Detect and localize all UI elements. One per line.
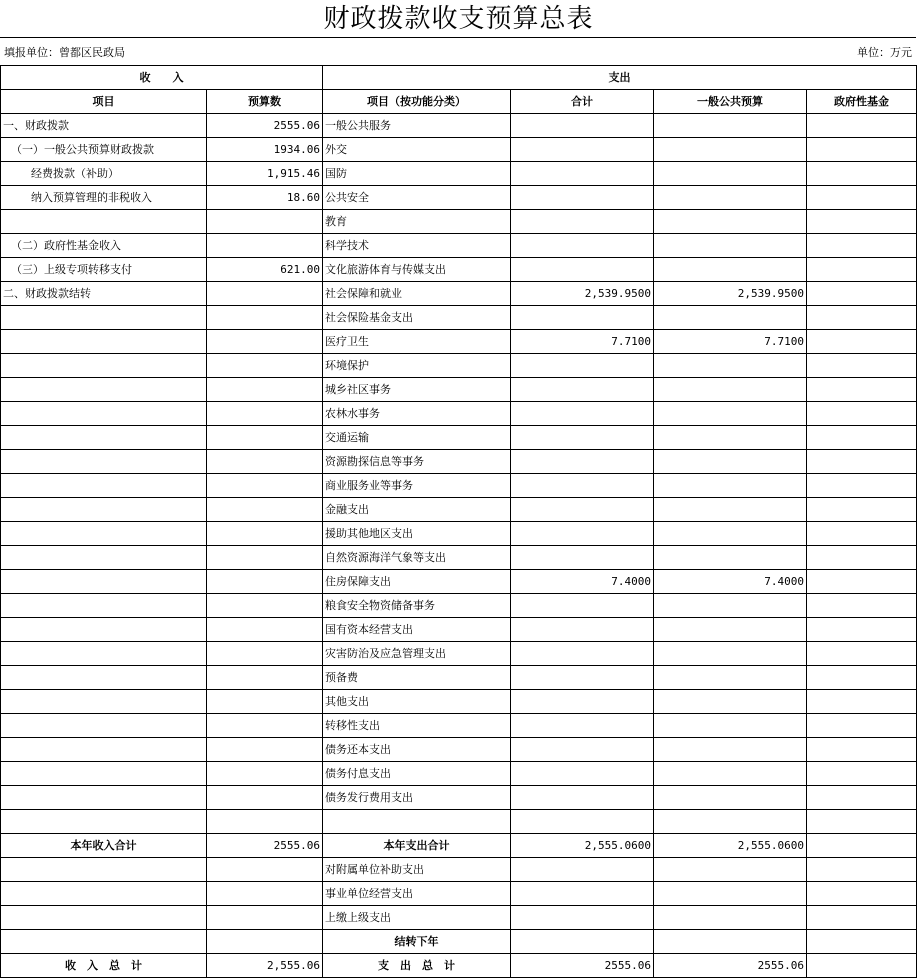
expense-item-cell: 债务还本支出 [323, 738, 511, 762]
table-row [1, 618, 917, 642]
expense-general-cell [654, 738, 807, 762]
expense-fund-cell [807, 258, 917, 282]
table-row [1, 186, 917, 210]
expense-general-cell: 2,539.9500 [654, 282, 807, 306]
expense-year-total-fund [807, 834, 917, 858]
income-item-cell [1, 426, 207, 450]
income-item-cell [1, 498, 207, 522]
expense-general-cell [654, 666, 807, 690]
expense-total-cell [511, 426, 654, 450]
expense-fund-cell [807, 882, 917, 906]
budget-table [0, 65, 917, 978]
col-budget-header: 预算数 [207, 90, 323, 114]
expense-total-cell [511, 786, 654, 810]
table-row [1, 162, 917, 186]
expense-item-cell: 预备费 [323, 666, 511, 690]
expense-item-cell: 农林水事务 [323, 402, 511, 426]
expense-general-cell [654, 546, 807, 570]
income-value-cell [207, 882, 323, 906]
income-item-cell: （二）政府性基金收入 [1, 234, 207, 258]
income-value-cell [207, 522, 323, 546]
filler-unit-label: 填报单位：曾都区民政局 [4, 46, 125, 59]
income-item-cell [1, 690, 207, 714]
expense-total-cell [511, 762, 654, 786]
expense-general-cell [654, 426, 807, 450]
expense-fund-cell [807, 690, 917, 714]
carry-forward-row [1, 930, 917, 954]
expense-fund-cell [807, 594, 917, 618]
table-row [1, 810, 917, 834]
expense-item-cell: 粮食安全物资储备事务 [323, 594, 511, 618]
expense-total-cell [511, 450, 654, 474]
expense-general-cell [654, 858, 807, 882]
expense-general-cell [654, 594, 807, 618]
expense-general-cell [654, 162, 807, 186]
income-item-cell [1, 618, 207, 642]
income-item-cell [1, 666, 207, 690]
expense-total-cell [511, 258, 654, 282]
income-value-cell: 2555.06 [207, 114, 323, 138]
expense-fund-cell [807, 546, 917, 570]
income-value-cell [207, 618, 323, 642]
expense-fund-cell [807, 330, 917, 354]
income-item-cell [1, 714, 207, 738]
expense-fund-cell [807, 234, 917, 258]
expense-general-cell [654, 498, 807, 522]
income-item-cell: 经费拨款（补助） [1, 162, 207, 186]
expense-fund-cell [807, 114, 917, 138]
expense-general-cell [654, 450, 807, 474]
income-value-cell: 1,915.46 [207, 162, 323, 186]
currency-unit-label: 单位：万元 [857, 46, 912, 59]
meta-row [0, 38, 916, 64]
income-item-cell [1, 786, 207, 810]
expense-general-cell [654, 618, 807, 642]
expense-fund-cell [807, 762, 917, 786]
income-item-cell [1, 474, 207, 498]
expense-total-cell [511, 546, 654, 570]
expense-item-cell: 资源勘探信息等事务 [323, 450, 511, 474]
expense-header: 支出 [323, 66, 917, 90]
income-value-cell [207, 378, 323, 402]
table-row [1, 546, 917, 570]
expense-fund-cell [807, 426, 917, 450]
table-row [1, 594, 917, 618]
income-item-cell [1, 810, 207, 834]
expense-item-cell: 公共安全 [323, 186, 511, 210]
section-header-row [1, 66, 917, 90]
expense-fund-cell [807, 714, 917, 738]
expense-fund-cell [807, 570, 917, 594]
table-row [1, 282, 917, 306]
income-value-cell: 621.00 [207, 258, 323, 282]
income-item-cell: （三）上级专项转移支付 [1, 258, 207, 282]
expense-item-cell: 文化旅游体育与传媒支出 [323, 258, 511, 282]
carry-forward-label: 结转下年 [323, 930, 511, 954]
expense-item-cell: 商业服务业等事务 [323, 474, 511, 498]
expense-total-cell [511, 930, 654, 954]
income-value-cell [207, 810, 323, 834]
income-value-cell [207, 714, 323, 738]
expense-item-cell: 自然资源海洋气象等支出 [323, 546, 511, 570]
grand-total-row [1, 954, 917, 978]
expense-general-cell [654, 882, 807, 906]
expense-general-cell [654, 906, 807, 930]
expense-item-cell: 医疗卫生 [323, 330, 511, 354]
expense-general-cell [654, 186, 807, 210]
table-row [1, 714, 917, 738]
expense-fund-cell [807, 402, 917, 426]
expense-general-cell: 7.4000 [654, 570, 807, 594]
income-item-cell [1, 522, 207, 546]
expense-total-cell [511, 690, 654, 714]
income-value-cell [207, 666, 323, 690]
table-row [1, 882, 917, 906]
income-value-cell [207, 402, 323, 426]
expense-general-cell [654, 690, 807, 714]
expense-total-cell [511, 378, 654, 402]
income-value-cell [207, 426, 323, 450]
expense-fund-cell [807, 810, 917, 834]
expense-total-cell: 7.4000 [511, 570, 654, 594]
expense-item-cell: 转移性支出 [323, 714, 511, 738]
expense-fund-cell [807, 666, 917, 690]
expense-total-cell [511, 474, 654, 498]
col-item-header: 项目 [1, 90, 207, 114]
income-item-cell [1, 858, 207, 882]
expense-fund-cell [807, 306, 917, 330]
expense-general-cell: 7.7100 [654, 330, 807, 354]
expense-item-cell: 社会保障和就业 [323, 282, 511, 306]
income-value-cell [207, 738, 323, 762]
expense-grand-total-label: 支 出 总 计 [323, 954, 511, 978]
page-title: 财政拨款收支预算总表 [323, 4, 594, 34]
expense-total-cell [511, 738, 654, 762]
col-general-header: 一般公共预算 [654, 90, 807, 114]
income-value-cell [207, 762, 323, 786]
table-row [1, 138, 917, 162]
income-item-cell [1, 330, 207, 354]
expense-total-cell [511, 642, 654, 666]
expense-total-cell [511, 594, 654, 618]
expense-general-cell [654, 930, 807, 954]
expense-item-cell: 债务发行费用支出 [323, 786, 511, 810]
expense-grand-total-general: 2555.06 [654, 954, 807, 978]
expense-grand-total-fund [807, 954, 917, 978]
income-value-cell [207, 210, 323, 234]
expense-item-cell: 环境保护 [323, 354, 511, 378]
expense-fund-cell [807, 930, 917, 954]
expense-item-cell: 金融支出 [323, 498, 511, 522]
expense-item-cell: 债务付息支出 [323, 762, 511, 786]
income-value-cell [207, 330, 323, 354]
expense-total-cell [511, 810, 654, 834]
table-row [1, 258, 917, 282]
table-row [1, 906, 917, 930]
expense-general-cell [654, 474, 807, 498]
expense-fund-cell [807, 498, 917, 522]
expense-item-cell: 援助其他地区支出 [323, 522, 511, 546]
table-row [1, 642, 917, 666]
table-row [1, 210, 917, 234]
expense-general-cell [654, 234, 807, 258]
expense-total-cell [511, 162, 654, 186]
income-item-cell [1, 594, 207, 618]
expense-general-cell [654, 354, 807, 378]
table-row [1, 858, 917, 882]
expense-fund-cell [807, 282, 917, 306]
expense-fund-cell [807, 474, 917, 498]
expense-item-cell: 教育 [323, 210, 511, 234]
col-total-header: 合计 [511, 90, 654, 114]
expense-general-cell [654, 642, 807, 666]
income-value-cell [207, 354, 323, 378]
income-value-cell [207, 546, 323, 570]
income-item-cell [1, 906, 207, 930]
expense-general-cell [654, 810, 807, 834]
expense-item-cell: 城乡社区事务 [323, 378, 511, 402]
expense-year-total-total: 2,555.0600 [511, 834, 654, 858]
expense-fund-cell [807, 786, 917, 810]
expense-total-cell [511, 210, 654, 234]
expense-item-cell: 社会保险基金支出 [323, 306, 511, 330]
expense-general-cell [654, 714, 807, 738]
expense-general-cell [654, 378, 807, 402]
income-item-cell [1, 354, 207, 378]
expense-item-cell [323, 810, 511, 834]
expense-fund-cell [807, 138, 917, 162]
income-item-cell [1, 930, 207, 954]
expense-total-cell [511, 906, 654, 930]
expense-total-cell: 7.7100 [511, 330, 654, 354]
income-item-cell [1, 738, 207, 762]
income-value-cell [207, 474, 323, 498]
income-item-cell [1, 762, 207, 786]
income-value-cell [207, 594, 323, 618]
expense-year-total-label: 本年支出合计 [323, 834, 511, 858]
expense-general-cell [654, 114, 807, 138]
expense-general-cell [654, 306, 807, 330]
expense-item-cell: 国防 [323, 162, 511, 186]
income-item-cell: 二、财政拨款结转 [1, 282, 207, 306]
expense-fund-cell [807, 738, 917, 762]
expense-item-cell: 其他支出 [323, 690, 511, 714]
income-value-cell [207, 690, 323, 714]
table-row [1, 402, 917, 426]
income-item-cell: （一）一般公共预算财政拨款 [1, 138, 207, 162]
expense-item-cell: 国有资本经营支出 [323, 618, 511, 642]
income-grand-total-label: 收 入 总 计 [1, 954, 207, 978]
expense-general-cell [654, 138, 807, 162]
budget-table-body [1, 66, 917, 978]
income-value-cell [207, 570, 323, 594]
expense-item-cell: 科学技术 [323, 234, 511, 258]
expense-fund-cell [807, 186, 917, 210]
table-row [1, 498, 917, 522]
expense-fund-cell [807, 378, 917, 402]
expense-fund-cell [807, 858, 917, 882]
expense-total-cell [511, 402, 654, 426]
expense-item-cell: 一般公共服务 [323, 114, 511, 138]
expense-total-cell [511, 498, 654, 522]
expense-general-cell [654, 210, 807, 234]
expense-total-cell [511, 714, 654, 738]
expense-total-cell [511, 882, 654, 906]
income-item-cell [1, 306, 207, 330]
expense-item-cell: 对附属单位补助支出 [323, 858, 511, 882]
table-row [1, 522, 917, 546]
income-item-cell [1, 570, 207, 594]
year-total-row [1, 834, 917, 858]
expense-general-cell [654, 762, 807, 786]
table-row [1, 666, 917, 690]
table-row [1, 114, 917, 138]
income-value-cell [207, 858, 323, 882]
income-value-cell [207, 906, 323, 930]
income-item-cell: 纳入预算管理的非税收入 [1, 186, 207, 210]
expense-fund-cell [807, 642, 917, 666]
expense-total-cell [511, 858, 654, 882]
expense-general-cell [654, 522, 807, 546]
expense-fund-cell [807, 618, 917, 642]
income-year-total-label: 本年收入合计 [1, 834, 207, 858]
income-item-cell [1, 378, 207, 402]
income-header: 收 入 [1, 66, 323, 90]
expense-fund-cell [807, 354, 917, 378]
income-item-cell [1, 450, 207, 474]
income-value-cell [207, 234, 323, 258]
expense-total-cell [511, 522, 654, 546]
income-item-cell [1, 882, 207, 906]
income-value-cell: 1934.06 [207, 138, 323, 162]
expense-item-cell: 灾害防治及应急管理支出 [323, 642, 511, 666]
expense-fund-cell [807, 162, 917, 186]
expense-fund-cell [807, 906, 917, 930]
expense-total-cell [511, 186, 654, 210]
income-grand-total-value: 2,555.06 [207, 954, 323, 978]
expense-year-total-general: 2,555.0600 [654, 834, 807, 858]
table-row [1, 426, 917, 450]
col-expense-item-header: 项目（按功能分类） [323, 90, 511, 114]
income-value-cell: 18.60 [207, 186, 323, 210]
expense-total-cell: 2,539.9500 [511, 282, 654, 306]
table-row [1, 738, 917, 762]
table-row [1, 330, 917, 354]
table-row [1, 354, 917, 378]
expense-total-cell [511, 114, 654, 138]
expense-fund-cell [807, 210, 917, 234]
income-value-cell [207, 642, 323, 666]
income-item-cell [1, 642, 207, 666]
income-item-cell [1, 546, 207, 570]
table-row [1, 474, 917, 498]
expense-grand-total-total: 2555.06 [511, 954, 654, 978]
expense-fund-cell [807, 450, 917, 474]
table-row [1, 306, 917, 330]
expense-total-cell [511, 354, 654, 378]
expense-total-cell [511, 234, 654, 258]
column-header-row [1, 90, 917, 114]
income-value-cell [207, 450, 323, 474]
income-item-cell [1, 210, 207, 234]
income-item-cell [1, 402, 207, 426]
income-value-cell [207, 930, 323, 954]
income-value-cell [207, 282, 323, 306]
expense-general-cell [654, 402, 807, 426]
expense-item-cell: 上缴上级支出 [323, 906, 511, 930]
expense-general-cell [654, 786, 807, 810]
table-row [1, 690, 917, 714]
col-gov-fund-header: 政府性基金 [807, 90, 917, 114]
expense-total-cell [511, 666, 654, 690]
income-year-total-value: 2555.06 [207, 834, 323, 858]
expense-total-cell [511, 306, 654, 330]
table-row [1, 450, 917, 474]
table-row [1, 234, 917, 258]
income-value-cell [207, 786, 323, 810]
expense-total-cell [511, 618, 654, 642]
expense-item-cell: 外交 [323, 138, 511, 162]
expense-item-cell: 事业单位经营支出 [323, 882, 511, 906]
table-row [1, 570, 917, 594]
expense-total-cell [511, 138, 654, 162]
expense-general-cell [654, 258, 807, 282]
table-row [1, 786, 917, 810]
income-item-cell: 一、财政拨款 [1, 114, 207, 138]
expense-fund-cell [807, 522, 917, 546]
income-value-cell [207, 498, 323, 522]
title-row [0, 0, 916, 38]
table-row [1, 762, 917, 786]
expense-item-cell: 住房保障支出 [323, 570, 511, 594]
table-row [1, 378, 917, 402]
expense-item-cell: 交通运输 [323, 426, 511, 450]
income-value-cell [207, 306, 323, 330]
